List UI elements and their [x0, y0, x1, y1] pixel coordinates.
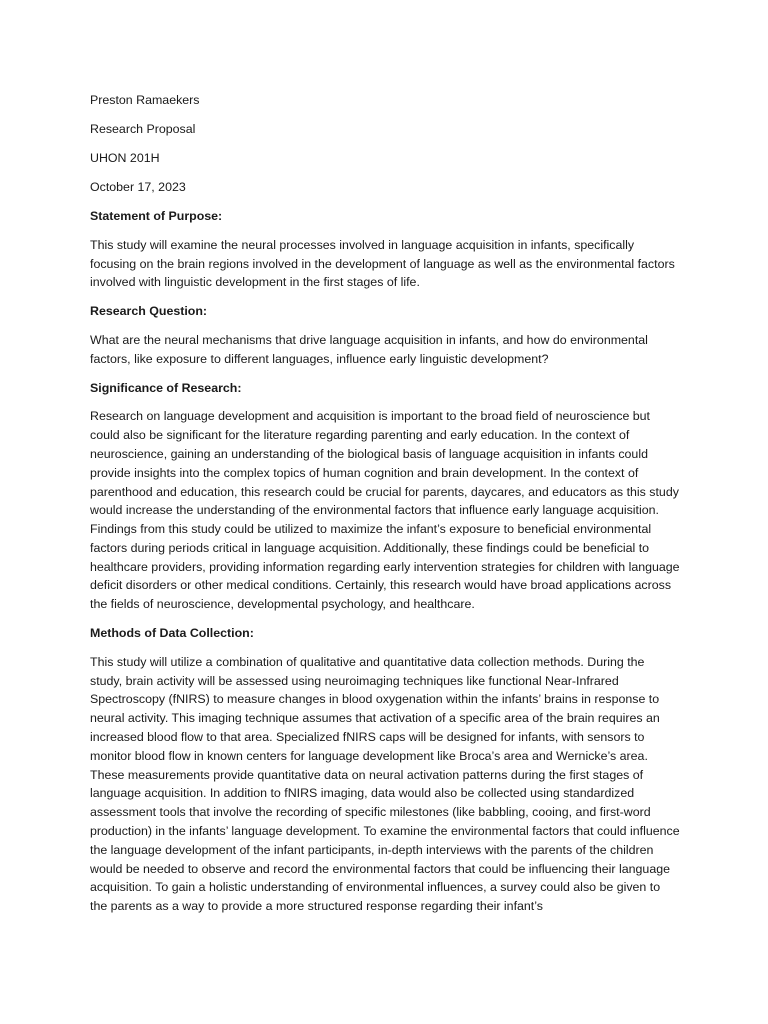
purpose-paragraph: This study will examine the neural processes involved in language acquisition in infants, specifically focusing on the brain regions involved in the development of language as well as the environmental factors involved with linguistic development in the first stages of life. [90, 237, 675, 290]
question-paragraph: What are the neural mechanisms that drive language acquisition in infants, and how do environmental factors, like exposure to different languages, influence early linguistic development? [90, 332, 648, 366]
purpose-heading: Statement of Purpose: [90, 208, 223, 223]
methods-heading: Methods of Data Collection: [90, 626, 254, 641]
question-heading: Research Question: [90, 304, 208, 319]
significance-heading: Significance of Research: [90, 380, 242, 395]
document-body [90, 91, 680, 926]
significance-paragraph: Research on language development and acquisition is important to the broad field of neuroscience but could also be significant for the literature regarding parenting and early education. In the context of neuroscience, gaining an understanding of the biological basis of language acquisition in infants could provide insights into the complex topics of human cognition and brain development. In the context of parenthood and education, this research could be crucial for parents, daycares, and educators as this study would increase the understanding of the environmental factors that influence early language acquisition. Findings from this study could be utilized to maximize the infant’s exposure to beneficial environmental factors during periods critical in language acquisition. Additionally, these findings could be beneficial to healthcare providers, providing information regarding early intervention strategies for children with language deficit disorders or other medical conditions. Certainly, this research would have broad applications across the fields of neuroscience, developmental psychology, and healthcare. [90, 409, 680, 612]
document-type: Research Proposal [90, 121, 196, 136]
document-date: October 17, 2023 [90, 179, 186, 194]
course-code: UHON 201H [90, 150, 160, 165]
author-name: Preston Ramaekers [90, 93, 200, 107]
methods-paragraph: This study will utilize a combination of qualitative and quantitative data collection methods. During the study, brain activity will be assessed using neuroimaging techniques like functional Near-Infrared Spectroscopy (fNIRS) to measure changes in blood oxygenation within the infants’ brains in response to neural activity. This imaging technique assumes that activation of a specific area of the brain requires an increased blood flow to that area. Specialized fNIRS caps will be designed for infants, with sensors to monitor blood flow in known centers for language development like Broca’s area and Wernicke’s area. These measurements provide quantitative data on neural activation patterns during the first stages of language acquisition. In addition to fNIRS imaging, data would also be collected using standardized assessment tools that involve the recording of specific milestones (like babbling, cooing, and first-word production) in the infants’ language development. To examine the environmental factors that could influence the language development of the infant participants, in-depth interviews with the parents of the children would be needed to observe and record the environmental factors that could be influencing their language acquisition. To gain a holistic understanding of environmental influences, a survey could also be given to the parents as a way to provide a more structured response regarding their infant’s [90, 654, 680, 914]
